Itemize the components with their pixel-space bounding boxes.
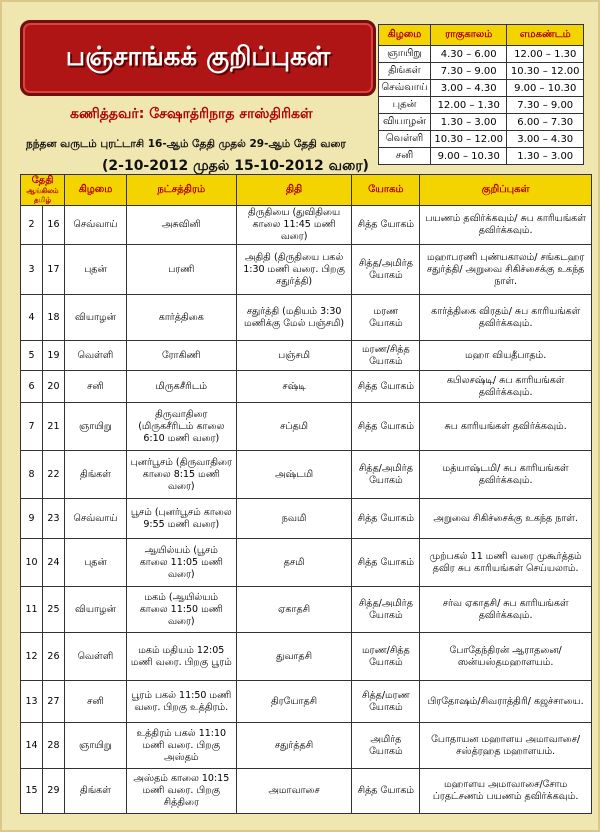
table-row	[21, 499, 592, 539]
header-notes: குறிப்புகள்	[420, 175, 592, 206]
timing-rahu: 9.00 – 10.30	[430, 148, 507, 165]
period-text: நந்தன வருடம் புரட்டாசி 16-ஆம் தேதி முதல் 29-ஆம் தேதி வரை	[26, 138, 346, 150]
yogam-cell: சித்த யோகம்	[352, 769, 420, 814]
tithi-cell: சப்தமி	[236, 403, 352, 451]
date-tamil: 17	[42, 245, 64, 295]
table-row	[21, 723, 592, 769]
timing-header-row	[379, 25, 584, 46]
yogam-cell: மரண/சித்த யோகம்	[352, 633, 420, 681]
timing-yama: 3.00 – 4.30	[507, 131, 584, 148]
table-row	[21, 206, 592, 245]
table-row	[21, 371, 592, 403]
timing-rahu: 7.30 – 9.00	[430, 63, 507, 80]
table-row	[21, 769, 592, 814]
date-english: 2	[21, 206, 43, 245]
table-row	[21, 341, 592, 371]
yogam-cell: சித்த யோகம்	[352, 499, 420, 539]
day-cell: திங்கள்	[64, 769, 126, 814]
tithi-cell: ஏகாதசி	[236, 587, 352, 633]
star-cell: மகம் மதியம் 12:05 மணி வரை. பிறகு பூரம்	[126, 633, 236, 681]
timing-day: சனி	[379, 148, 431, 165]
star-cell: புனர்பூசம் (திருவாதிரை காலை 8:15 மணி வரை)	[126, 451, 236, 499]
star-cell: திருவாதிரை (மிருகசீரிடம் காலை 6:10 மணி வரை)	[126, 403, 236, 451]
date-english: 4	[21, 295, 43, 341]
table-row	[21, 245, 592, 295]
star-cell: அஸ்தம் காலை 10:15 மணி வரை. பிறகு சித்திரை	[126, 769, 236, 814]
author-label: கணித்தவர்:	[70, 106, 145, 122]
date-english: 13	[21, 681, 43, 723]
day-cell: ஞாயிறு	[64, 403, 126, 451]
date-tamil: 28	[42, 723, 64, 769]
page-title: பஞ்சாங்கக் குறிப்புகள்	[65, 41, 331, 72]
notes-cell: அறுவை சிகிச்சைக்கு உகந்த நாள்.	[420, 499, 592, 539]
tithi-cell: நவமி	[236, 499, 352, 539]
day-cell: செவ்வாய்	[64, 499, 126, 539]
table-row	[21, 681, 592, 723]
notes-cell: முற்பகல் 11 மணி வரை முகூர்த்தம் தவிர சுப காரியங்கள் செய்யலாம்.	[420, 539, 592, 587]
timing-body	[379, 46, 584, 165]
timing-row	[379, 63, 584, 80]
star-cell: மிருகசீரிடம்	[126, 371, 236, 403]
date-tamil: 27	[42, 681, 64, 723]
main-header-row	[21, 175, 592, 206]
notes-cell: சர்வ ஏகாதசி/ சுப காரியங்கள் தவிர்க்கவும்.	[420, 587, 592, 633]
yogam-cell: சித்த யோகம்	[352, 206, 420, 245]
timing-header-yama: எமகண்டம்	[507, 25, 584, 46]
header-date-tamil: தமிழ்	[33, 196, 52, 204]
author-name: சேஷாத்ரிநாத சாஸ்திரிகள்	[149, 106, 313, 122]
date-tamil: 25	[42, 587, 64, 633]
header	[10, 14, 370, 174]
timing-yama: 1.30 – 3.00	[507, 148, 584, 165]
yogam-cell: மரண/சித்த யோகம்	[352, 341, 420, 371]
yogam-cell: சித்த யோகம்	[352, 371, 420, 403]
date-english: 8	[21, 451, 43, 499]
table-row	[21, 539, 592, 587]
yogam-cell: சித்த/அமிர்த யோகம்	[352, 587, 420, 633]
title-banner	[20, 20, 376, 96]
day-cell: வியாழன்	[64, 587, 126, 633]
timing-header-rahu: ராகுகாலம்	[430, 25, 507, 46]
date-tamil: 23	[42, 499, 64, 539]
date-english: 10	[21, 539, 43, 587]
tithi-cell: தசமி	[236, 539, 352, 587]
star-cell: அசுவினி	[126, 206, 236, 245]
timing-header-day: கிழமை	[379, 25, 431, 46]
star-cell: பூசம் (புனர்பூசம் காலை 9:55 மணி வரை)	[126, 499, 236, 539]
notes-cell: போதேந்திரன் ஆராதனை/ ஸன்யஸ்தமஹாளயம்.	[420, 633, 592, 681]
date-tamil: 21	[42, 403, 64, 451]
timing-yama: 12.00 – 1.30	[507, 46, 584, 63]
header-tithi: திதி	[236, 175, 352, 206]
day-cell: சனி	[64, 681, 126, 723]
timing-yama: 10.30 – 12.00	[507, 63, 584, 80]
timing-row	[379, 97, 584, 114]
date-english: 11	[21, 587, 43, 633]
timing-rahu: 1.30 – 3.00	[430, 114, 507, 131]
header-date-label: தேதி	[31, 175, 54, 186]
tithi-cell: திரயோதசி	[236, 681, 352, 723]
star-cell: ஆயில்யம் (பூசம் காலை 11:05 மணி வரை)	[126, 539, 236, 587]
day-cell: ஞாயிறு	[64, 723, 126, 769]
header-date	[21, 175, 65, 206]
notes-cell: மஹாளய அமாவாசை/சோம ப்ரதட்சணம் பயணம் தவிர்க்கவும்.	[420, 769, 592, 814]
timing-row	[379, 80, 584, 97]
day-cell: திங்கள்	[64, 451, 126, 499]
timing-day: புதன்	[379, 97, 431, 114]
timing-yama: 7.30 – 9.00	[507, 97, 584, 114]
timing-day: வெள்ளி	[379, 131, 431, 148]
panchangam-table	[20, 174, 592, 814]
day-cell: வெள்ளி	[64, 341, 126, 371]
yogam-cell: சித்த யோகம்	[352, 539, 420, 587]
day-cell: சனி	[64, 371, 126, 403]
day-cell: செவ்வாய்	[64, 206, 126, 245]
tithi-cell: சதுர்த்தி (மதியம் 3:30 மணிக்கு மேல் பஞ்சமி)	[236, 295, 352, 341]
timing-yama: 9.00 – 10.30	[507, 80, 584, 97]
date-tamil: 18	[42, 295, 64, 341]
date-tamil: 29	[42, 769, 64, 814]
date-tamil: 16	[42, 206, 64, 245]
notes-cell: மஹாபரணி புண்யகாலம்/ சங்கடஹர சதுர்த்தி/ அறுவை சிகிச்சைக்கு உகந்த நாள்.	[420, 245, 592, 295]
table-row	[21, 587, 592, 633]
timing-rahu: 3.00 – 4.30	[430, 80, 507, 97]
timing-rahu: 12.00 – 1.30	[430, 97, 507, 114]
main-body	[21, 206, 592, 814]
day-cell: புதன்	[64, 245, 126, 295]
table-row	[21, 633, 592, 681]
notes-cell: மஹா வியதீபாதம்.	[420, 341, 592, 371]
date-english: 7	[21, 403, 43, 451]
tithi-cell: அதிதி (திருதியை பகல் 1:30 மணி வரை. பிறகு சதுர்த்தி)	[236, 245, 352, 295]
timing-day: செவ்வாய்	[379, 80, 431, 97]
table-row	[21, 403, 592, 451]
notes-cell: போதாயன மஹாளய அமாவாசை/ சஸ்த்ரஹத மஹாளயம்.	[420, 723, 592, 769]
timing-rahu: 4.30 – 6.00	[430, 46, 507, 63]
date-english: 12	[21, 633, 43, 681]
date-tamil: 26	[42, 633, 64, 681]
yogam-cell: சித்த/அமிர்த யோகம்	[352, 245, 420, 295]
day-cell: வியாழன்	[64, 295, 126, 341]
header-day: கிழமை	[64, 175, 126, 206]
star-cell: ரோகிணி	[126, 341, 236, 371]
tithi-cell: துவாதசி	[236, 633, 352, 681]
timing-day: திங்கள்	[379, 63, 431, 80]
author-line	[70, 106, 313, 124]
yogam-cell: சித்த/மரண யோகம்	[352, 681, 420, 723]
notes-cell: பயணம் தவிர்க்கவும்/ சுப காரியங்கள் தவிர்க்கவும்.	[420, 206, 592, 245]
date-english: 15	[21, 769, 43, 814]
header-date-english: ஆங்கிலம்	[26, 187, 59, 195]
date-range: (2-10-2012 முதல் 15-10-2012 வரை)	[102, 158, 369, 174]
day-cell: வெள்ளி	[64, 633, 126, 681]
table-row	[21, 451, 592, 499]
notes-cell: சுப காரியங்கள் தவிர்க்கவும்.	[420, 403, 592, 451]
day-cell: புதன்	[64, 539, 126, 587]
yogam-cell: மரண யோகம்	[352, 295, 420, 341]
tithi-cell: அமாவாசை	[236, 769, 352, 814]
yogam-cell: சித்த/அமிர்த யோகம்	[352, 451, 420, 499]
timing-row	[379, 131, 584, 148]
tithi-cell: அஷ்டமி	[236, 451, 352, 499]
yogam-cell: அமிர்த யோகம்	[352, 723, 420, 769]
header-date-sub	[21, 187, 64, 205]
notes-cell: கார்த்திகை விரதம்/ சுப காரியங்கள் தவிர்க்கவும்.	[420, 295, 592, 341]
star-cell: கார்த்திகை	[126, 295, 236, 341]
date-english: 3	[21, 245, 43, 295]
timing-row	[379, 148, 584, 165]
date-tamil: 19	[42, 341, 64, 371]
tithi-cell: திருதியை (துவிதியை காலை 11:45 மணி வரை)	[236, 206, 352, 245]
star-cell: மகம் (ஆயில்யம் காலை 11:50 மணி வரை)	[126, 587, 236, 633]
date-english: 14	[21, 723, 43, 769]
header-yogam: யோகம்	[352, 175, 420, 206]
yogam-cell: சித்த யோகம்	[352, 403, 420, 451]
notes-cell: மத்யாஷ்டமி/ சுப காரியங்கள் தவிர்க்கவும்.	[420, 451, 592, 499]
timing-day: ஞாயிறு	[379, 46, 431, 63]
star-cell: பரணி	[126, 245, 236, 295]
rahu-yama-table	[378, 24, 584, 165]
date-tamil: 20	[42, 371, 64, 403]
tithi-cell: பஞ்சமி	[236, 341, 352, 371]
table-row	[21, 295, 592, 341]
timing-rahu: 10.30 – 12.00	[430, 131, 507, 148]
date-english: 9	[21, 499, 43, 539]
header-star: நட்சத்திரம்	[126, 175, 236, 206]
date-tamil: 24	[42, 539, 64, 587]
notes-cell: பிரதோஷம்/சிவராத்திரி/ கஜச்சாயை.	[420, 681, 592, 723]
notes-cell: கபிலசஷ்டி/ சுப காரியங்கள் தவிர்க்கவும்.	[420, 371, 592, 403]
timing-row	[379, 114, 584, 131]
timing-day: வியாழன்	[379, 114, 431, 131]
tithi-cell: சஷ்டி	[236, 371, 352, 403]
date-english: 6	[21, 371, 43, 403]
star-cell: உத்திரம் பகல் 11:10 மணி வரை. பிறகு அஸ்தம்	[126, 723, 236, 769]
tithi-cell: சதுர்த்தசி	[236, 723, 352, 769]
timing-row	[379, 46, 584, 63]
star-cell: பூரம் பகல் 11:50 மணி வரை. பிறகு உத்திரம்.	[126, 681, 236, 723]
date-english: 5	[21, 341, 43, 371]
date-tamil: 22	[42, 451, 64, 499]
timing-yama: 6.00 – 7.30	[507, 114, 584, 131]
